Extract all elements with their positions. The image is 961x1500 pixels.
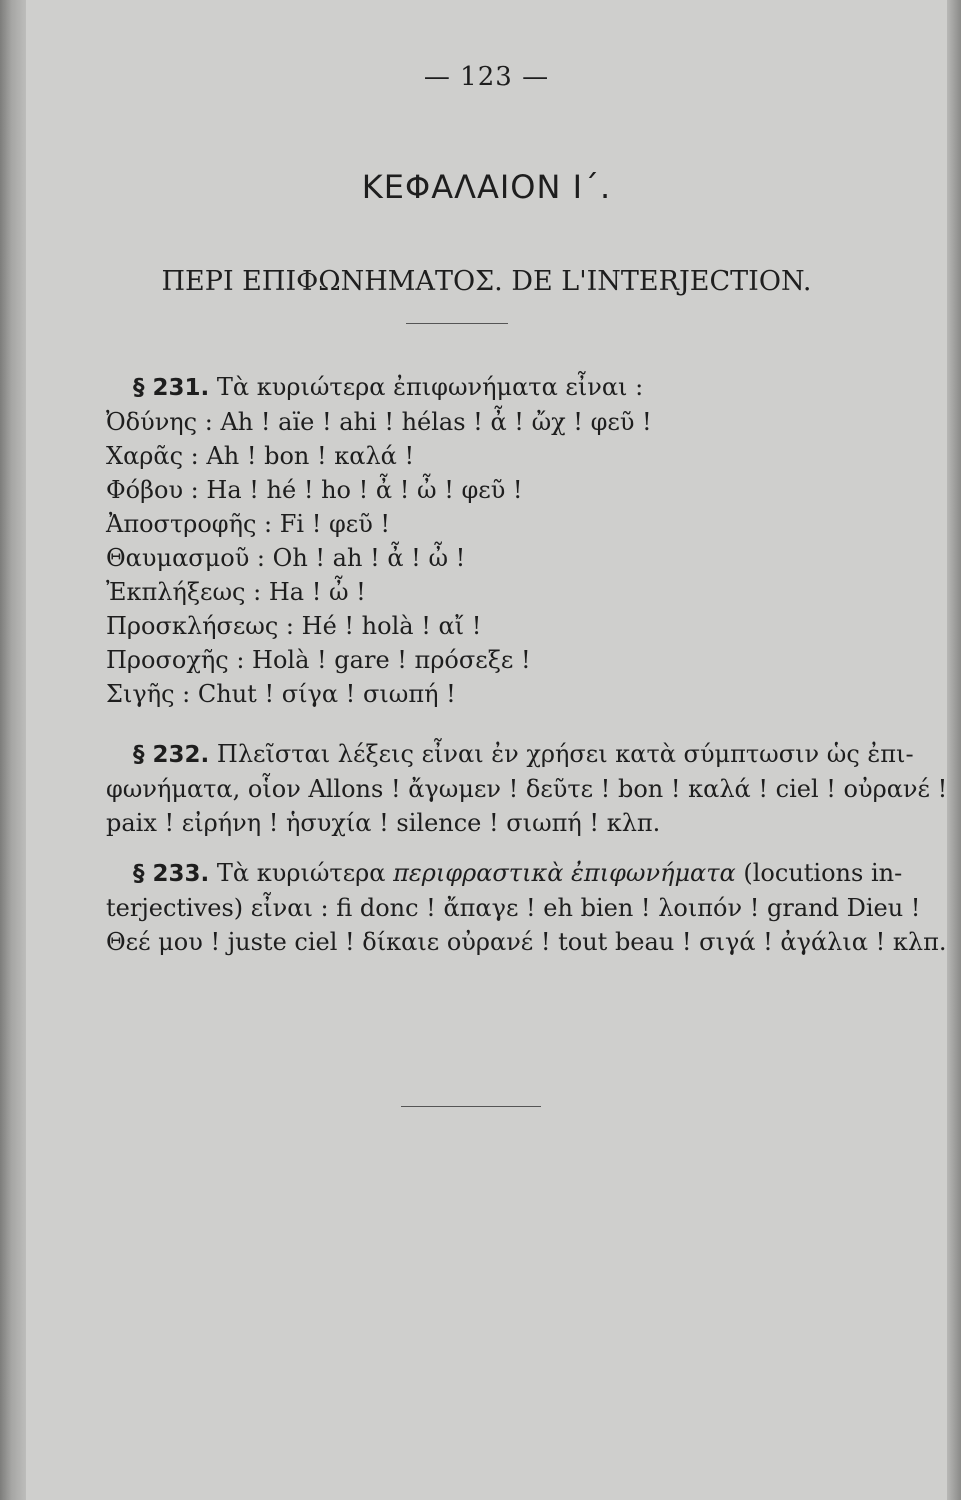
paragraph-233-line: Θεέ μου ! juste ciel ! δίκαιε οὐρανέ ! tout beau ! σιγά ! ἀγάλια ! κλπ. (106, 928, 947, 956)
paragraph-231 (106, 370, 886, 711)
title-divider (406, 323, 508, 324)
interjection-entry: Σιγῆς : Chut ! σίγα ! σιωπή ! (106, 680, 456, 708)
book-page (26, 0, 947, 1500)
paragraph-232 (106, 737, 948, 840)
intro-text-231: Τὰ κυριώτερα ἐπιφωνήματα εἶναι : (216, 373, 644, 401)
interjection-entry: Ἐκπλήξεως : Ha ! ὦ ! (106, 578, 366, 606)
section-number-231: § 231. (133, 375, 210, 401)
paragraph-232-line: φωνήματα, οἷον Allons ! ἄγωμεν ! δεῦτε ! bon ! καλά ! ciel ! οὐρανέ ! (106, 775, 948, 803)
interjection-entry: Ἀποστροφῆς : Fi ! φεῦ ! (106, 510, 391, 538)
section-title: ΠΕΡΙ ΕΠΙΦΩΝΗΜΑΤΟΣ. DE L'INTERJECTION. (161, 266, 812, 297)
paragraph-233 (106, 856, 947, 959)
interjection-entry: Προσκλήσεως : Hé ! holà ! αἴ ! (106, 612, 482, 640)
paragraph-233-text: (locutions in- (743, 859, 903, 887)
book-spine-edge (0, 0, 26, 1500)
interjection-entry: Χαρᾶς : Ah ! bon ! καλά ! (106, 442, 415, 470)
interjection-entry: Θαυμασμοῦ : Oh ! ah ! ἆ ! ὦ ! (106, 544, 466, 572)
paragraph-232-line (106, 737, 914, 772)
paragraph-233-line (106, 856, 903, 891)
interjection-entry: Προσοχῆς : Holà ! gare ! πρόσεξε ! (106, 646, 531, 674)
paragraph-232-text: Πλεῖσται λέξεις εἶναι ἐν χρήσει κατὰ σύμπτωσιν ὡς ἐπι- (216, 740, 914, 768)
interjection-entry: Φόβου : Ha ! hé ! ho ! ἆ ! ὦ ! φεῦ ! (106, 476, 523, 504)
italic-term: περιφραστικὰ ἐπιφωνήματα (393, 859, 736, 887)
section-number-233: § 233. (133, 861, 210, 887)
end-divider (401, 1106, 541, 1107)
paragraph-233-line: terjectives) εἶναι : fi donc ! ἄπαγε ! eh bien ! λοιπόν ! grand Dieu ! (106, 894, 921, 922)
page-right-edge (947, 0, 961, 1500)
paragraph-233-text: Τὰ κυριώτερα (216, 859, 386, 887)
page-number: — 123 — (423, 62, 550, 92)
paragraph-231-intro (106, 370, 886, 405)
section-number-232: § 232. (133, 742, 210, 768)
paragraph-232-line: paix ! εἰρήνη ! ἡσυχία ! silence ! σιωπή ! κλπ. (106, 809, 661, 837)
chapter-heading: ΚΕΦΑΛΑΙΟΝ Ι΄. (361, 168, 612, 206)
interjection-entry: Ὀδύνης : Ah ! aïe ! ahi ! hélas ! ἆ ! ὤχ ! φεῦ ! (106, 408, 652, 436)
